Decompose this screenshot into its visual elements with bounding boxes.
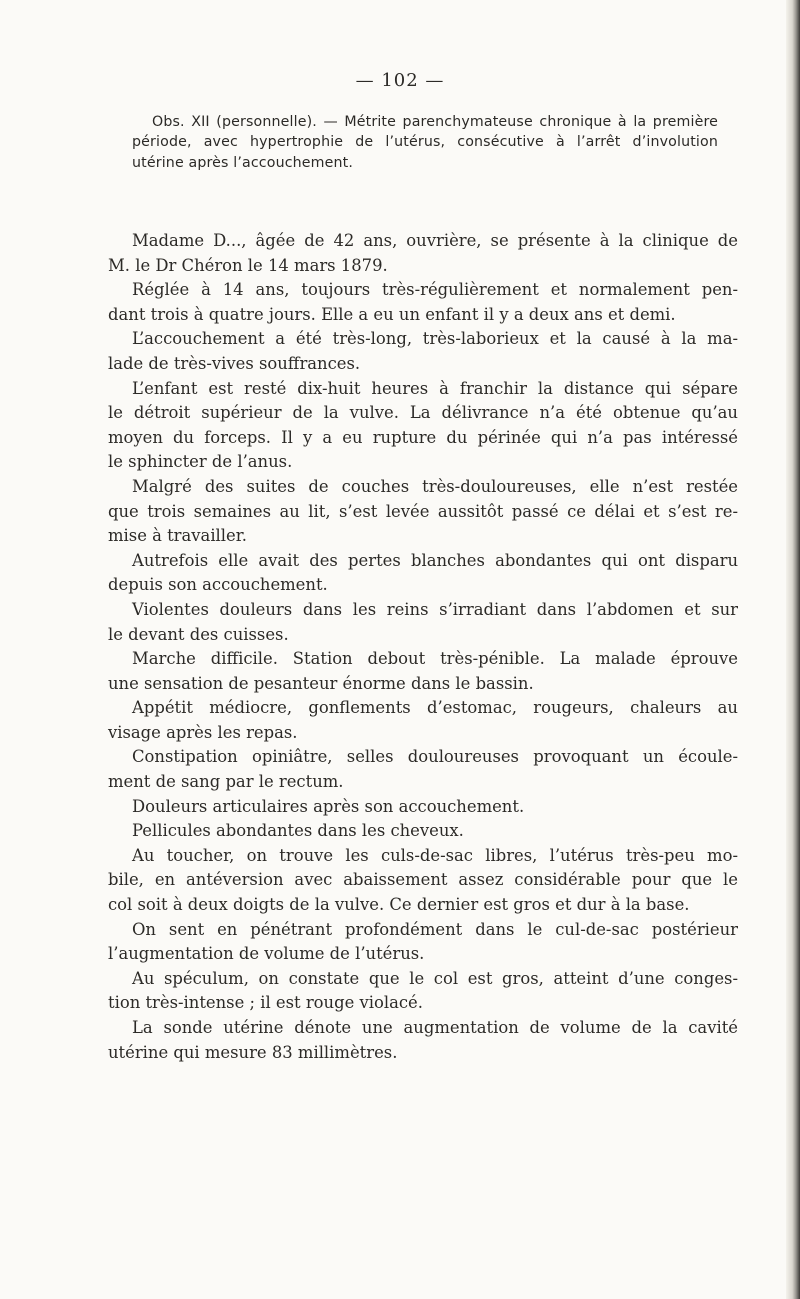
body-line: le devant des cuisses. bbox=[108, 624, 289, 644]
body-line: Pellicules abondantes dans les cheveux. bbox=[132, 821, 464, 841]
body-line: le sphincter de l’anus. bbox=[108, 452, 293, 472]
body-line: Marche difficile. Station debout très-pénible. La malade éprouve bbox=[132, 649, 738, 669]
body-line: Réglée à 14 ans, toujours très-régulièrement et normalement pen- bbox=[132, 280, 738, 300]
body-line: Au toucher, on trouve les culs-de-sac libres, l’utérus très-peu mo- bbox=[132, 845, 738, 865]
body-line: tion très-intense ; il est rouge violacé. bbox=[108, 993, 423, 1013]
body-line: visage après les repas. bbox=[108, 722, 298, 742]
body-line: que trois semaines au lit, s’est levée aussitôt passé ce délai et s’est re- bbox=[108, 501, 738, 521]
body-line: Constipation opiniâtre, selles douloureuses provoquant un écoule- bbox=[132, 747, 738, 767]
body-line: lade de très-vives souffrances. bbox=[108, 353, 361, 373]
observation-heading-line: Obs. XII (personnelle). — Métrite parenchymateuse chronique à la première bbox=[152, 114, 718, 130]
page-number: — 102 — bbox=[355, 70, 445, 91]
body-line: dant trois à quatre jours. Elle a eu un enfant il y a deux ans et demi. bbox=[108, 304, 676, 324]
body-line: bile, en antéversion avec abaissement assez considérable pour que le bbox=[108, 870, 738, 890]
body-line: M. le Dr Chéron le 14 mars 1879. bbox=[108, 255, 388, 275]
observation-heading-line: utérine après l’accouchement. bbox=[132, 154, 354, 171]
body-line: moyen du forceps. Il y a eu rupture du périnée qui n’a pas intéressé bbox=[108, 427, 738, 447]
body-line: col soit à deux doigts de la vulve. Ce dernier est gros et dur à la base. bbox=[108, 895, 690, 915]
observation-heading-line: période, avec hypertrophie de l’utérus, consécutive à l’arrêt d’involution bbox=[132, 134, 718, 151]
body-line: Malgré des suites de couches très-douloureuses, elle n’est restée bbox=[132, 476, 738, 496]
body-line: Madame D..., âgée de 42 ans, ouvrière, se présente à la clinique de bbox=[132, 231, 738, 250]
body-line: On sent en pénétrant profondément dans le cul-de-sac postérieur bbox=[132, 919, 738, 939]
body-line: Autrefois elle avait des pertes blanches abondantes qui ont disparu bbox=[132, 550, 738, 570]
body-line: Violentes douleurs dans les reins s’irradiant dans l’abdomen et sur bbox=[132, 599, 738, 619]
body-line: Douleurs articulaires après son accouchement. bbox=[132, 796, 525, 816]
body-line: Appétit médiocre, gonflements d’estomac, rougeurs, chaleurs au bbox=[132, 698, 738, 718]
body-line: le détroit supérieur de la vulve. La délivrance n’a été obtenue qu’au bbox=[108, 403, 738, 423]
page-binding-edge bbox=[786, 0, 800, 1299]
body-line: L’enfant est resté dix-huit heures à franchir la distance qui sépare bbox=[132, 378, 738, 398]
body-line: L’accouchement a été très-long, très-laborieux et la causé à la ma- bbox=[132, 329, 738, 349]
case-body-text bbox=[108, 229, 738, 1065]
body-line: mise à travailler. bbox=[108, 526, 247, 546]
body-line: une sensation de pesanteur énorme dans le bassin. bbox=[108, 673, 534, 693]
body-line: La sonde utérine dénote une augmentation de volume de la cavité bbox=[132, 1018, 738, 1037]
body-line: ment de sang par le rectum. bbox=[108, 772, 344, 792]
observation-heading bbox=[132, 112, 718, 173]
body-line: l’augmentation de volume de l’utérus. bbox=[108, 944, 425, 964]
body-line: depuis son accouchement. bbox=[108, 575, 328, 595]
body-line: Au spéculum, on constate que le col est gros, atteint d’une conges- bbox=[132, 968, 738, 988]
body-line: utérine qui mesure 83 millimètres. bbox=[108, 1042, 398, 1062]
